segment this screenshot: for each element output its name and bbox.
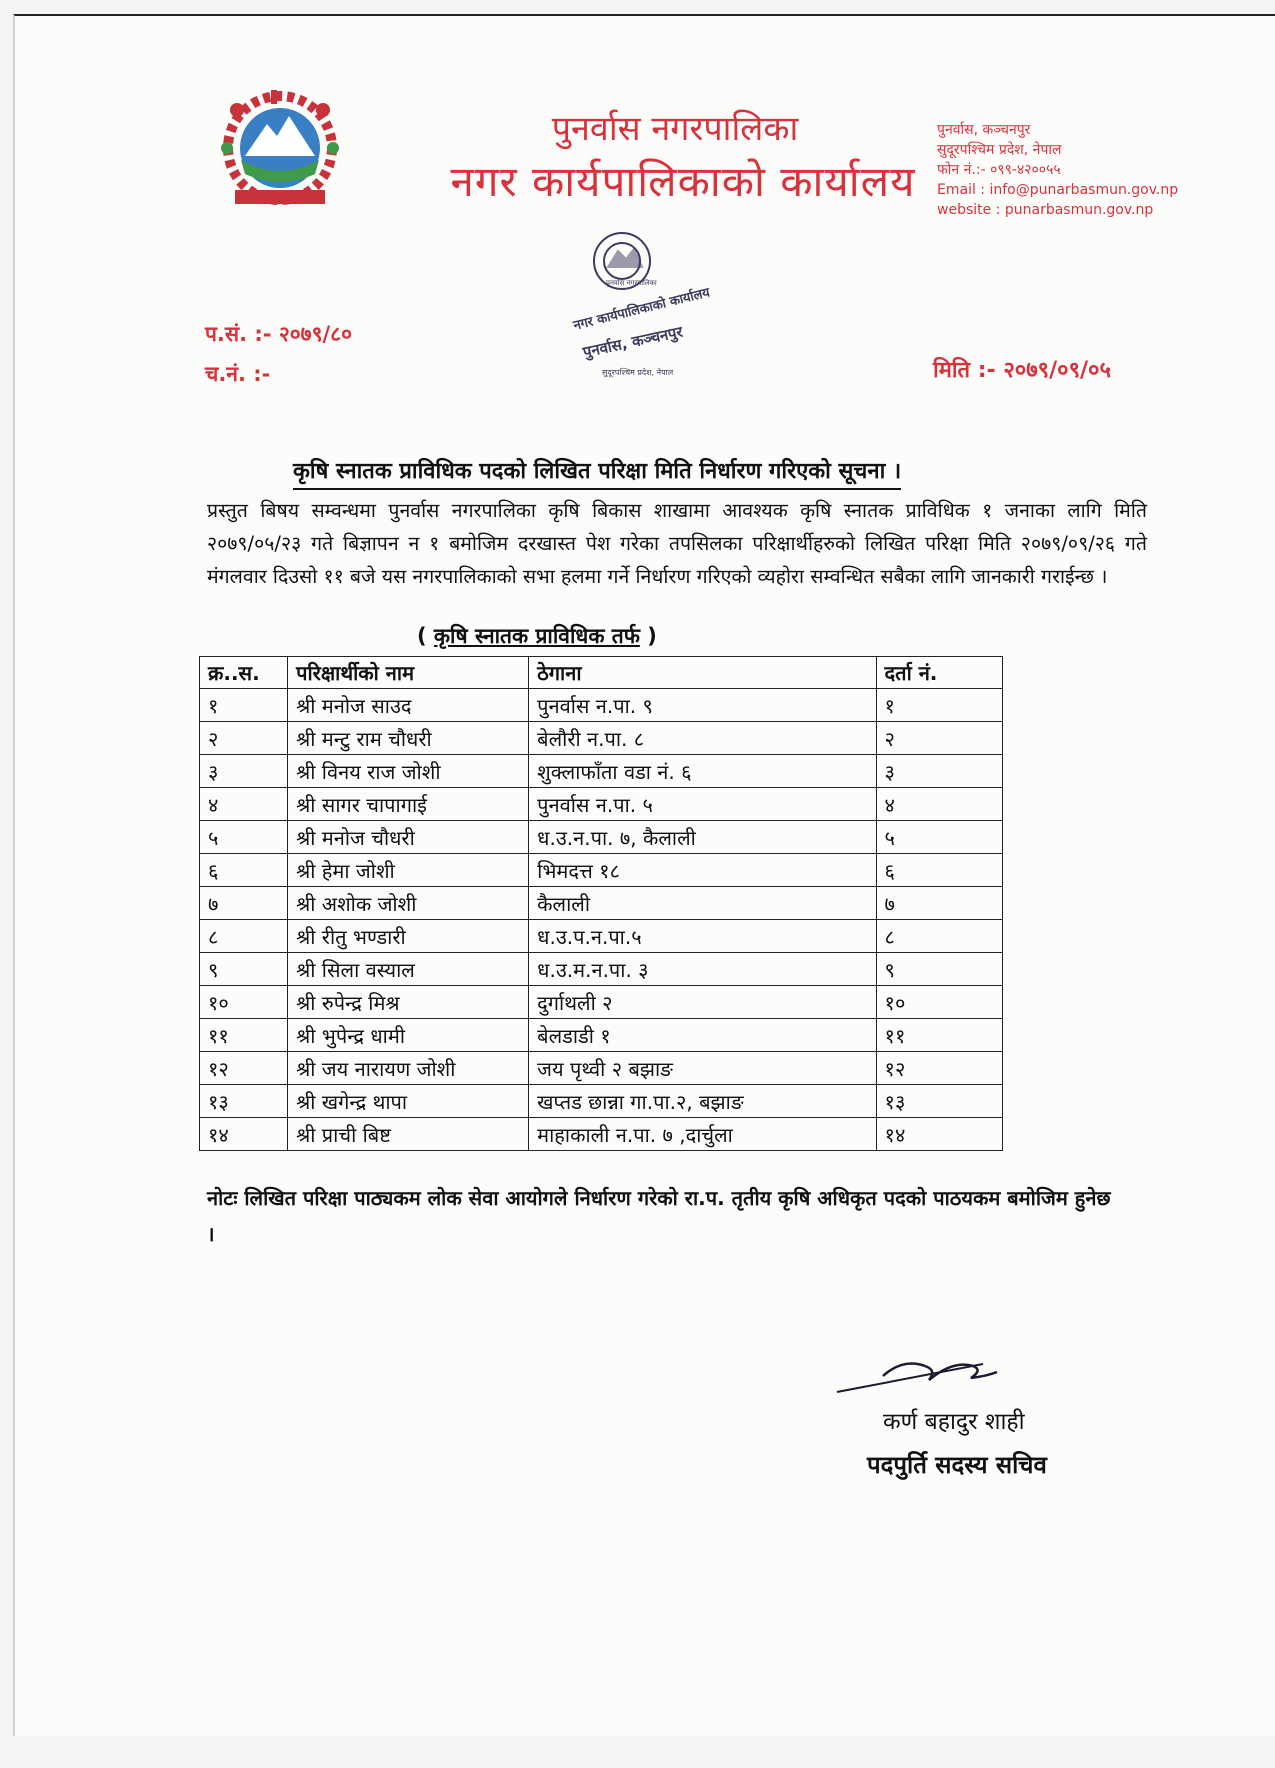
notice-title: कृषि स्नातक प्राविधिक पदको लिखित परिक्षा मिति निर्धारण गरिएको सूचना । bbox=[293, 455, 901, 490]
cell-serial: १३ bbox=[200, 1085, 288, 1118]
cell-name: श्री जय नारायण जोशी bbox=[288, 1052, 529, 1085]
cell-name: श्री हेमा जोशी bbox=[288, 854, 529, 887]
cell-address: कैलाली bbox=[529, 887, 876, 920]
cell-serial: ६ bbox=[200, 854, 288, 887]
cell-address: खप्तड छान्ना गा.पा.२, बझाङ bbox=[529, 1085, 876, 1118]
table-row bbox=[200, 1085, 1003, 1118]
cell-serial: १४ bbox=[200, 1118, 288, 1151]
signatory-title: पदपुर्ति सदस्य सचिव bbox=[867, 1451, 1047, 1479]
cell-reg-no: १ bbox=[876, 689, 1002, 722]
cell-address: भिमदत्त १८ bbox=[529, 854, 876, 887]
stamp-line-2: पुनर्वास, कञ्चनपुर bbox=[581, 322, 685, 362]
cell-serial: १२ bbox=[200, 1052, 288, 1085]
notice-body: प्रस्तुत बिषय सम्वन्धमा पुनर्वास नगरपालिका कृषि बिकास शाखामा आवश्यक कृषि स्नातक प्राविधिक १ जनाका लागि मिति २०७९/०५/२३ गते बिज्ञापन न १ बमोजिम दरखास्त पेश गरेका तपसिलका परिक्षार्थीहरुको लिखित परिक्षा मिति २०७९/०९/२६ गते मंगलवार दिउसो ११ बजे यस नगरपालिकाको सभा हलमा गर्ने निर्धारण गरिएको व्यहोरा सम्वन्धित सबैका लागि जानकारी गराईन्छ । bbox=[207, 499, 1147, 588]
cell-name: श्री रीतु भण्डारी bbox=[288, 920, 529, 953]
cell-address: ध.उ.प.न.पा.५ bbox=[529, 920, 876, 953]
cell-serial: ५ bbox=[200, 821, 288, 854]
signatory-name: कर्ण बहादुर शाही bbox=[883, 1409, 1025, 1435]
cell-serial: १ bbox=[200, 689, 288, 722]
cell-reg-no: ३ bbox=[876, 755, 1002, 788]
candidate-table bbox=[199, 656, 1003, 1151]
subhead-close: ) bbox=[639, 624, 657, 648]
cell-serial: ११ bbox=[200, 1019, 288, 1052]
office-stamp-icon bbox=[542, 221, 742, 391]
table-row bbox=[200, 689, 1003, 722]
cell-name: श्री खगेन्द्र थापा bbox=[288, 1085, 529, 1118]
cell-serial: ७ bbox=[200, 887, 288, 920]
cell-serial: ८ bbox=[200, 920, 288, 953]
stamp-line-1: नगर कार्यपालिकाको कार्यालय bbox=[571, 285, 712, 334]
cell-address: दुर्गाथली २ bbox=[529, 986, 876, 1019]
cell-reg-no: १४ bbox=[876, 1118, 1002, 1151]
cell-name: श्री मनोज साउद bbox=[288, 689, 529, 722]
header-serial: क्र..स. bbox=[200, 657, 288, 689]
letter-number: प.सं. :- २०७९/८० bbox=[205, 322, 353, 346]
contact-province: सुदूरपश्चिम प्रदेश, नेपाल bbox=[937, 142, 1062, 158]
cell-address: बेलडाडी १ bbox=[529, 1019, 876, 1052]
cell-serial: ३ bbox=[200, 755, 288, 788]
reference-block bbox=[205, 314, 352, 394]
table-row bbox=[200, 722, 1003, 755]
cell-reg-no: ११ bbox=[876, 1019, 1002, 1052]
cell-address: पुनर्वास न.पा. ९ bbox=[529, 689, 876, 722]
cell-name: श्री प्राची बिष्ट bbox=[288, 1118, 529, 1151]
cell-address: जय पृथ्वी २ बझाङ bbox=[529, 1052, 876, 1085]
cell-reg-no: २ bbox=[876, 722, 1002, 755]
contact-website: website : punarbasmun.gov.np bbox=[937, 202, 1154, 218]
cell-address: शुक्लाफाँता वडा नं. ६ bbox=[529, 755, 876, 788]
table-row bbox=[200, 1052, 1003, 1085]
cell-serial: १० bbox=[200, 986, 288, 1019]
cell-address: माहाकाली न.पा. ७ ,दार्चुला bbox=[529, 1118, 876, 1151]
header-name: परिक्षार्थीको नाम bbox=[288, 657, 529, 689]
cell-serial: ९ bbox=[200, 953, 288, 986]
contact-address: पुनर्वास, कञ्चनपुर bbox=[937, 122, 1031, 138]
office-name: नगर कार्यपालिकाको कार्यालय bbox=[450, 157, 916, 206]
table-row bbox=[200, 1019, 1003, 1052]
cell-serial: ४ bbox=[200, 788, 288, 821]
cell-name: श्री मनोज चौधरी bbox=[288, 821, 529, 854]
cell-reg-no: १२ bbox=[876, 1052, 1002, 1085]
table-row bbox=[200, 953, 1003, 986]
header-address: ठेगाना bbox=[529, 657, 876, 689]
cell-name: श्री विनय राज जोशी bbox=[288, 755, 529, 788]
table-row bbox=[200, 854, 1003, 887]
contact-email: Email : info@punarbasmun.gov.np bbox=[937, 182, 1179, 198]
subhead-open: ( bbox=[417, 624, 434, 648]
cell-name: श्री सागर चापागाई bbox=[288, 788, 529, 821]
table-header-row bbox=[200, 657, 1003, 689]
table-subheading bbox=[417, 622, 657, 650]
exam-note: नोटः लिखित परिक्षा पाठ्यकम लोक सेवा आयोगले निर्धारण गरेको रा.प. तृतीय कृषि अधिकृत पदको पाठयकम बमोजिम हुनेछ । bbox=[207, 1186, 1111, 1246]
cell-name: श्री मन्टु राम चौधरी bbox=[288, 722, 529, 755]
contact-block bbox=[937, 120, 1178, 220]
table-row bbox=[200, 755, 1003, 788]
cell-reg-no: ६ bbox=[876, 854, 1002, 887]
table-row bbox=[200, 788, 1003, 821]
cell-name: श्री भुपेन्द्र धामी bbox=[288, 1019, 529, 1052]
letter-date: मिति :- २०७९/०९/०५ bbox=[933, 358, 1111, 383]
cell-address: ध.उ.न.पा. ७, कैलाली bbox=[529, 821, 876, 854]
cell-reg-no: ९ bbox=[876, 953, 1002, 986]
signature-icon bbox=[833, 1336, 1013, 1396]
cell-reg-no: १० bbox=[876, 986, 1002, 1019]
cell-name: श्री रुपेन्द्र मिश्र bbox=[288, 986, 529, 1019]
subhead-text: कृषि स्नातक प्राविधिक तर्फ bbox=[433, 624, 640, 648]
table-row bbox=[200, 821, 1003, 854]
cell-serial: २ bbox=[200, 722, 288, 755]
nepal-emblem-icon bbox=[205, 86, 355, 216]
stamp-top: पुनर्वास नगरपालिका bbox=[606, 279, 657, 287]
letter-page bbox=[13, 14, 1275, 1736]
table-row bbox=[200, 887, 1003, 920]
dispatch-number: च.नं. :- bbox=[205, 362, 271, 386]
table-row bbox=[200, 920, 1003, 953]
header-reg-no: दर्ता नं. bbox=[876, 657, 1002, 689]
table-row bbox=[200, 1118, 1003, 1151]
org-name: पुनर्वास नगरपालिका bbox=[551, 109, 799, 149]
contact-phone: फोन नं.:- ०९९-४२००५५ bbox=[937, 162, 1061, 178]
cell-reg-no: ५ bbox=[876, 821, 1002, 854]
stamp-line-3: सुदूरपश्चिम प्रदेश, नेपाल bbox=[602, 368, 674, 377]
cell-reg-no: ८ bbox=[876, 920, 1002, 953]
cell-reg-no: १३ bbox=[876, 1085, 1002, 1118]
cell-address: ध.उ.म.न.पा. ३ bbox=[529, 953, 876, 986]
cell-address: बेलौरी न.पा. ८ bbox=[529, 722, 876, 755]
table-row bbox=[200, 986, 1003, 1019]
cell-reg-no: ४ bbox=[876, 788, 1002, 821]
cell-name: श्री अशोक जोशी bbox=[288, 887, 529, 920]
cell-reg-no: ७ bbox=[876, 887, 1002, 920]
cell-address: पुनर्वास न.पा. ५ bbox=[529, 788, 876, 821]
cell-name: श्री सिला वस्याल bbox=[288, 953, 529, 986]
